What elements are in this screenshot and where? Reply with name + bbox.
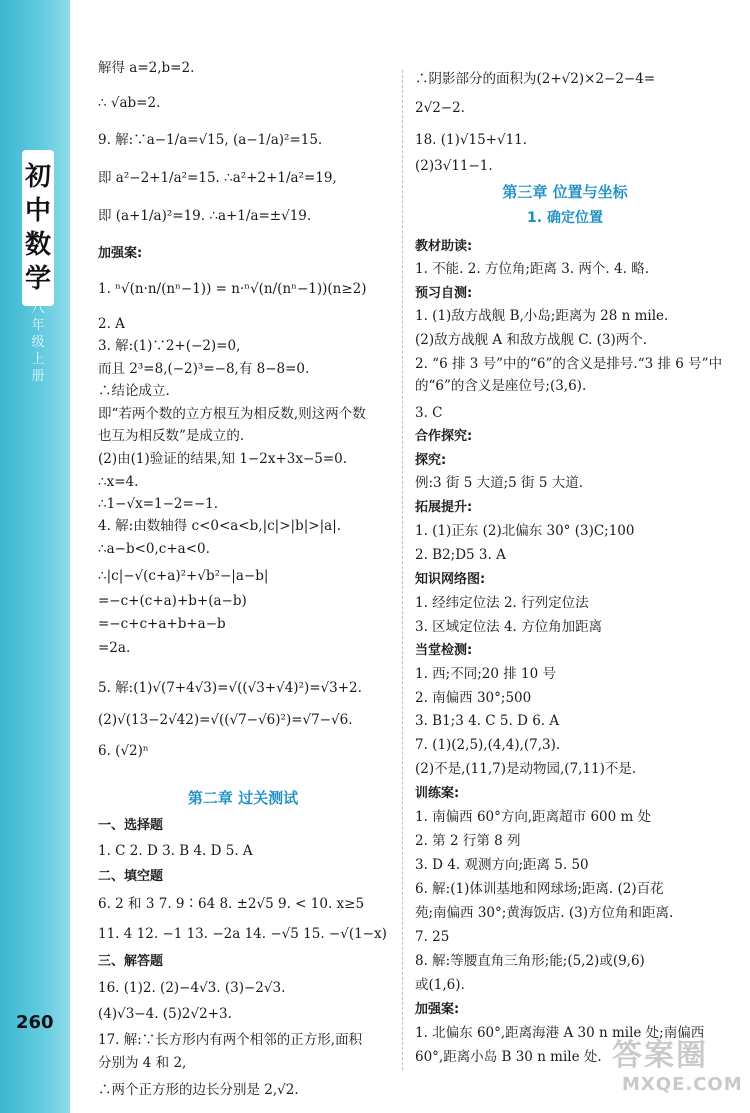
text-line: 或(1,6). <box>415 977 465 993</box>
text-line: 解得 a=2,b=2. <box>98 60 195 76</box>
text-line: 例:3 街 5 大道;5 街 5 大道. <box>415 475 583 491</box>
text-line: 9. 解:∵a−1/a=√15, (a−1/a)²=15. <box>98 132 323 148</box>
section-heading: 训练案: <box>415 786 460 801</box>
text-line: 3. C <box>415 405 443 421</box>
text-line: 1. (1)正东 (2)北偏东 30° (3)C;100 <box>415 523 635 539</box>
text-line: 6. 解:(1)体训基地和网球场;距离. (2)百花 <box>415 881 664 897</box>
text-line: 11. 4 12. −1 13. −2a 14. −√5 15. −√(1−x) <box>98 926 387 942</box>
text-line: 苑;南偏西 30°;黄海饭店. (3)方位角和距离. <box>415 905 674 921</box>
chapter-3-title: 第三章 位置与坐标 <box>502 183 628 201</box>
section-heading: 三、解答题 <box>98 954 164 969</box>
section-title: 1. 确定位置 <box>527 210 603 226</box>
section-heading: 当堂检测: <box>415 643 473 658</box>
text-line: 7. (1)(2,5),(4,4),(7,3). <box>415 737 561 753</box>
text-line: 即 a²−2+1/a²=15. ∴a²+2+1/a²=19, <box>98 170 337 186</box>
grade-label: 八年级上册 <box>31 301 45 384</box>
text-line: 2. 第 2 行第 8 列 <box>415 833 521 849</box>
section-heading: 探究: <box>415 453 447 468</box>
text-line: =2a. <box>98 640 131 656</box>
section-heading: 教材助读: <box>415 239 473 254</box>
book-title: 初中数学 <box>22 150 54 306</box>
text-line: (2)不是,(11,7)是动物园,(7,11)不是. <box>415 761 637 777</box>
text-line: 1. 不能. 2. 方位角;距离 3. 两个. 4. 略. <box>415 261 649 277</box>
text-line: 分别为 4 和 2, <box>98 1055 187 1071</box>
text-line: 3. D 4. 观测方向;距离 5. 50 <box>415 857 589 873</box>
text-line: ∴|c|−√(c+a)²+√b²−|a−b| <box>98 568 269 584</box>
text-line: 1. 南偏西 60°方向,距离超市 600 m 处 <box>415 809 652 825</box>
text-line: 2. 南偏西 30°;500 <box>415 690 532 706</box>
section-heading: 拓展提升: <box>415 500 473 515</box>
text-line: 16. (1)2. (2)−4√3. (3)−2√3. <box>98 980 286 996</box>
chapter-2-title: 第二章 过关测试 <box>187 789 299 807</box>
text-line: 2. A <box>98 316 125 332</box>
column-divider <box>402 70 403 1070</box>
text-line: ∴两个正方形的边长分别是 2,√2. <box>98 1082 299 1098</box>
text-line: 3. B1;3 4. C 5. D 6. A <box>415 713 560 729</box>
text-line: =−c+(c+a)+b+(a−b) <box>98 593 247 609</box>
text-line: 2. B2;D5 3. A <box>415 547 506 563</box>
text-line: (4)√3−4. (5)2√2+3. <box>98 1006 232 1022</box>
page-number: 260 <box>16 1012 54 1033</box>
text-line: ∴阴影部分的面积为(2+√2)×2−2−4= <box>415 71 656 87</box>
section-heading: 二、填空题 <box>98 869 164 884</box>
text-line: 1. C 2. D 3. B 4. D 5. A <box>98 843 253 859</box>
text-line: ∴结论成立. <box>98 383 170 399</box>
text-line: 而且 2³=8,(−2)³=−8,有 8−8=0. <box>98 361 310 377</box>
watermark <box>612 1030 743 1100</box>
text-line: 17. 解:∵长方形内有两个相邻的正方形,面积 <box>98 1032 363 1048</box>
text-line: 的“6”的含义是座位号;(3,6). <box>415 378 587 394</box>
text-line: ∴1−√x=1−2=−1. <box>98 496 219 512</box>
text-line: ∴ √ab=2. <box>98 95 161 111</box>
watermark-logo-text: 答案圈 <box>612 1038 708 1073</box>
section-heading: 知识网络图: <box>415 572 486 587</box>
text-line: 2√2−2. <box>415 100 465 116</box>
text-line: (2)敌方战舰 A 和敌方战舰 C. (3)两个. <box>415 332 648 348</box>
text-line: 即“若两个数的立方根互为相反数,则这两个数 <box>98 406 366 422</box>
text-line: 2. “6 排 3 号”中的“6”的含义是排号.“3 排 6 号”中 <box>415 356 723 372</box>
text-line: (2)√(13−2√42)=√((√7−√6)²)=√7−√6. <box>98 712 353 728</box>
text-line: 1. (1)敌方战舰 B,小岛;距离为 28 n mile. <box>415 308 669 324</box>
text-line: =−c+c+a+b+a−b <box>98 616 226 632</box>
text-line: 1. ⁿ√(n·n/(nⁿ−1)) = n·ⁿ√(n/(nⁿ−1))(n≥2) <box>98 281 367 297</box>
text-line: 4. 解:由数轴得 c<0<a<b,|c|>|b|>|a|. <box>98 518 342 534</box>
text-line: 3. 解:(1)∵2+(−2)=0, <box>98 338 241 354</box>
watermark-url: MXQE.COM <box>622 1074 743 1095</box>
text-line: 5. 解:(1)√(7+4√3)=√((√3+√4)²)=√3+2. <box>98 680 362 696</box>
text-line: ∴a−b<0,c+a<0. <box>98 541 210 557</box>
text-line: ∴x=4. <box>98 474 139 490</box>
sidebar <box>0 0 70 1113</box>
text-line: (2)3√11−1. <box>415 158 493 174</box>
text-line: (2)由(1)验证的结果,知 1−2x+3x−5=0. <box>98 451 348 467</box>
text-line: 18. (1)√15+√11. <box>415 132 528 148</box>
text-line: 1. 北偏东 60°,距离海港 A 30 n mile 处;南偏西 <box>415 1025 705 1041</box>
text-line: 即 (a+1/a)²=19. ∴a+1/a=±√19. <box>98 208 312 224</box>
text-line: 1. 西;不同;20 排 10 号 <box>415 666 556 682</box>
text-line: 1. 经纬定位法 2. 行列定位法 <box>415 595 589 611</box>
text-line: 也互为相反数”是成立的. <box>98 428 245 444</box>
section-heading: 合作探究: <box>415 429 473 444</box>
text-line: 3. 区域定位法 4. 方位角加距离 <box>415 619 603 635</box>
text-line: 7. 25 <box>415 929 450 945</box>
section-heading: 加强案: <box>98 246 143 261</box>
text-line: 60°,距离小岛 B 30 n mile 处. <box>415 1049 602 1065</box>
section-heading: 加强案: <box>415 1002 460 1017</box>
section-heading: 一、选择题 <box>98 818 164 833</box>
text-line: 6. (√2)ⁿ <box>98 743 149 759</box>
text-line: 6. 2 和 3 7. 9∶64 8. ±2√5 9. < 10. x≥5 <box>98 896 365 912</box>
section-heading: 预习自测: <box>415 286 473 301</box>
text-line: 8. 解:等腰直角三角形;能;(5,2)或(9,6) <box>415 953 645 969</box>
